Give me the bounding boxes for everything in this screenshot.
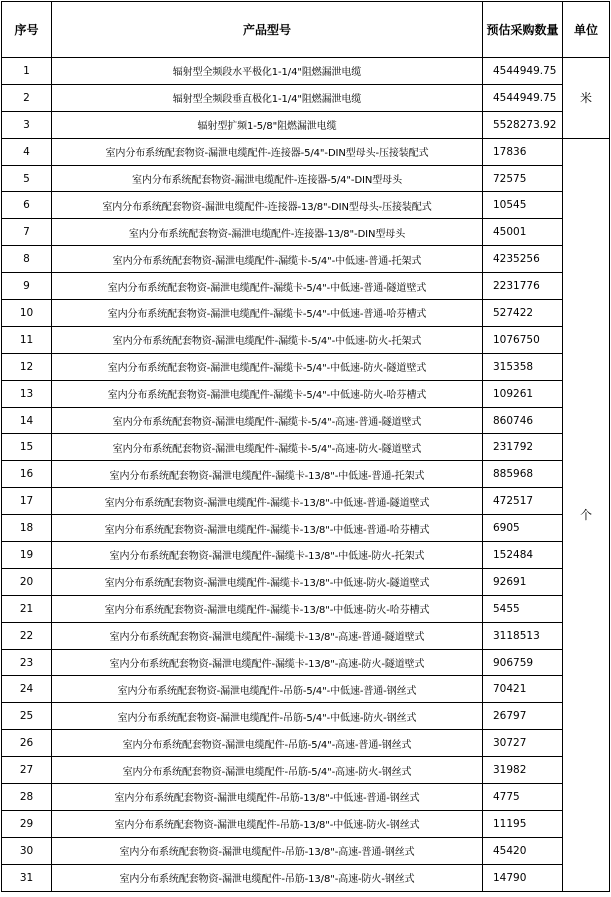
row-product-model: 室内分布系统配套物资-漏泄电缆配件-连接器-5/4"-DIN型母头-压接装配式: [52, 138, 483, 165]
row-seq: 7: [2, 219, 52, 246]
header-seq: 序号: [2, 2, 52, 58]
row-estimated-quantity: 5528273.92: [483, 111, 563, 138]
row-seq: 5: [2, 165, 52, 192]
row-estimated-quantity: 4235256: [483, 246, 563, 273]
table-row: [2, 380, 610, 407]
row-seq: 3: [2, 111, 52, 138]
row-estimated-quantity: 3118513: [483, 622, 563, 649]
row-seq: 21: [2, 595, 52, 622]
row-estimated-quantity: 4544949.75: [483, 58, 563, 85]
table-row: [2, 219, 610, 246]
row-estimated-quantity: 231792: [483, 434, 563, 461]
row-estimated-quantity: 5455: [483, 595, 563, 622]
table-row: [2, 192, 610, 219]
table-row: [2, 58, 610, 85]
table-row: [2, 810, 610, 837]
row-product-model: 室内分布系统配套物资-漏泄电缆配件-吊筋-5/4"-中低速-防火-钢丝式: [52, 703, 483, 730]
row-product-model: 室内分布系统配套物资-漏泄电缆配件-漏缆卡-13/8"-中低速-普通-隧道壁式: [52, 488, 483, 515]
table-row: [2, 649, 610, 676]
row-product-model: 室内分布系统配套物资-漏泄电缆配件-漏缆卡-13/8"-中低速-普通-托架式: [52, 461, 483, 488]
row-estimated-quantity: 4775: [483, 784, 563, 811]
table-row: [2, 84, 610, 111]
row-estimated-quantity: 92691: [483, 568, 563, 595]
table-row: [2, 676, 610, 703]
row-seq: 26: [2, 730, 52, 757]
row-estimated-quantity: 527422: [483, 300, 563, 327]
unit-meter-cell: 米: [563, 58, 610, 139]
row-seq: 4: [2, 138, 52, 165]
row-seq: 18: [2, 515, 52, 542]
row-estimated-quantity: 860746: [483, 407, 563, 434]
row-product-model: 室内分布系统配套物资-漏泄电缆配件-吊筋-13/8"-中低速-普通-钢丝式: [52, 784, 483, 811]
row-seq: 25: [2, 703, 52, 730]
row-product-model: 室内分布系统配套物资-漏泄电缆配件-吊筋-5/4"-中低速-普通-钢丝式: [52, 676, 483, 703]
row-product-model: 室内分布系统配套物资-漏泄电缆配件-吊筋-13/8"-高速-防火-钢丝式: [52, 864, 483, 891]
table-row: [2, 273, 610, 300]
row-seq: 19: [2, 542, 52, 569]
row-estimated-quantity: 70421: [483, 676, 563, 703]
row-seq: 17: [2, 488, 52, 515]
row-product-model: 室内分布系统配套物资-漏泄电缆配件-连接器-5/4"-DIN型母头: [52, 165, 483, 192]
row-product-model: 室内分布系统配套物资-漏泄电缆配件-漏缆卡-5/4"-高速-普通-隧道壁式: [52, 407, 483, 434]
table-row: [2, 326, 610, 353]
table-row: [2, 461, 610, 488]
row-seq: 11: [2, 326, 52, 353]
row-seq: 22: [2, 622, 52, 649]
row-seq: 16: [2, 461, 52, 488]
row-product-model: 室内分布系统配套物资-漏泄电缆配件-漏缆卡-5/4"-高速-防火-隧道壁式: [52, 434, 483, 461]
table-row: [2, 757, 610, 784]
table-row: [2, 434, 610, 461]
row-estimated-quantity: 11195: [483, 810, 563, 837]
table-header-row: [2, 2, 610, 58]
header-product-model: 产品型号: [52, 2, 483, 58]
table-row: [2, 703, 610, 730]
table-row: [2, 138, 610, 165]
row-seq: 10: [2, 300, 52, 327]
row-seq: 23: [2, 649, 52, 676]
row-estimated-quantity: 885968: [483, 461, 563, 488]
row-estimated-quantity: 315358: [483, 353, 563, 380]
row-estimated-quantity: 30727: [483, 730, 563, 757]
row-seq: 20: [2, 568, 52, 595]
table-row: [2, 730, 610, 757]
row-estimated-quantity: 45001: [483, 219, 563, 246]
row-seq: 31: [2, 864, 52, 891]
row-estimated-quantity: 45420: [483, 837, 563, 864]
row-estimated-quantity: 152484: [483, 542, 563, 569]
row-seq: 6: [2, 192, 52, 219]
row-product-model: 室内分布系统配套物资-漏泄电缆配件-漏缆卡-5/4"-中低速-防火-托架式: [52, 326, 483, 353]
table-body: [2, 58, 610, 892]
table-row: [2, 353, 610, 380]
table-row: [2, 542, 610, 569]
table-row: [2, 165, 610, 192]
row-seq: 13: [2, 380, 52, 407]
table-row: [2, 568, 610, 595]
row-product-model: 室内分布系统配套物资-漏泄电缆配件-漏缆卡-13/8"-中低速-防火-哈芬槽式: [52, 595, 483, 622]
row-product-model: 室内分布系统配套物资-漏泄电缆配件-漏缆卡-13/8"-中低速-防火-托架式: [52, 542, 483, 569]
table-row: [2, 622, 610, 649]
header-estimated-quantity: 预估采购数量: [483, 2, 563, 58]
row-product-model: 辐射型全频段水平极化1-1/4"阻燃漏泄电缆: [52, 58, 483, 85]
row-product-model: 室内分布系统配套物资-漏泄电缆配件-吊筋-13/8"-中低速-防火-钢丝式: [52, 810, 483, 837]
row-estimated-quantity: 72575: [483, 165, 563, 192]
row-estimated-quantity: 472517: [483, 488, 563, 515]
procurement-table: [1, 1, 610, 892]
row-product-model: 室内分布系统配套物资-漏泄电缆配件-漏缆卡-13/8"-中低速-防火-隧道壁式: [52, 568, 483, 595]
row-product-model: 室内分布系统配套物资-漏泄电缆配件-连接器-13/8"-DIN型母头: [52, 219, 483, 246]
row-seq: 9: [2, 273, 52, 300]
table-row: [2, 407, 610, 434]
row-estimated-quantity: 17836: [483, 138, 563, 165]
header-unit: 单位: [563, 2, 610, 58]
row-estimated-quantity: 109261: [483, 380, 563, 407]
row-estimated-quantity: 2231776: [483, 273, 563, 300]
row-estimated-quantity: 31982: [483, 757, 563, 784]
row-seq: 28: [2, 784, 52, 811]
row-product-model: 室内分布系统配套物资-漏泄电缆配件-漏缆卡-5/4"-中低速-普通-托架式: [52, 246, 483, 273]
table-row: [2, 595, 610, 622]
row-product-model: 室内分布系统配套物资-漏泄电缆配件-漏缆卡-5/4"-中低速-普通-哈芬槽式: [52, 300, 483, 327]
row-product-model: 室内分布系统配套物资-漏泄电缆配件-漏缆卡-13/8"-高速-防火-隧道壁式: [52, 649, 483, 676]
row-seq: 14: [2, 407, 52, 434]
row-seq: 15: [2, 434, 52, 461]
row-product-model: 室内分布系统配套物资-漏泄电缆配件-吊筋-5/4"-高速-普通-钢丝式: [52, 730, 483, 757]
row-product-model: 辐射型全频段垂直极化1-1/4"阻燃漏泄电缆: [52, 84, 483, 111]
row-estimated-quantity: 26797: [483, 703, 563, 730]
unit-piece-cell: 个: [563, 138, 610, 891]
row-product-model: 室内分布系统配套物资-漏泄电缆配件-漏缆卡-5/4"-中低速-防火-哈芬槽式: [52, 380, 483, 407]
row-seq: 30: [2, 837, 52, 864]
row-estimated-quantity: 4544949.75: [483, 84, 563, 111]
row-product-model: 室内分布系统配套物资-漏泄电缆配件-漏缆卡-13/8"-高速-普通-隧道壁式: [52, 622, 483, 649]
row-product-model: 室内分布系统配套物资-漏泄电缆配件-吊筋-13/8"-高速-普通-钢丝式: [52, 837, 483, 864]
row-product-model: 辐射型扩频1-5/8"阻燃漏泄电缆: [52, 111, 483, 138]
row-product-model: 室内分布系统配套物资-漏泄电缆配件-连接器-13/8"-DIN型母头-压接装配式: [52, 192, 483, 219]
row-product-model: 室内分布系统配套物资-漏泄电缆配件-漏缆卡-5/4"-中低速-防火-隧道壁式: [52, 353, 483, 380]
row-seq: 24: [2, 676, 52, 703]
row-estimated-quantity: 1076750: [483, 326, 563, 353]
row-product-model: 室内分布系统配套物资-漏泄电缆配件-漏缆卡-5/4"-中低速-普通-隧道壁式: [52, 273, 483, 300]
row-seq: 2: [2, 84, 52, 111]
row-seq: 29: [2, 810, 52, 837]
row-seq: 8: [2, 246, 52, 273]
table-row: [2, 300, 610, 327]
row-product-model: 室内分布系统配套物资-漏泄电缆配件-吊筋-5/4"-高速-防火-钢丝式: [52, 757, 483, 784]
table-row: [2, 111, 610, 138]
table-row: [2, 488, 610, 515]
row-estimated-quantity: 906759: [483, 649, 563, 676]
table-row: [2, 784, 610, 811]
row-seq: 27: [2, 757, 52, 784]
row-estimated-quantity: 6905: [483, 515, 563, 542]
table-row: [2, 246, 610, 273]
row-seq: 12: [2, 353, 52, 380]
row-estimated-quantity: 14790: [483, 864, 563, 891]
row-product-model: 室内分布系统配套物资-漏泄电缆配件-漏缆卡-13/8"-中低速-普通-哈芬槽式: [52, 515, 483, 542]
row-seq: 1: [2, 58, 52, 85]
table-row: [2, 515, 610, 542]
table-row: [2, 837, 610, 864]
row-estimated-quantity: 10545: [483, 192, 563, 219]
table-row: [2, 864, 610, 891]
